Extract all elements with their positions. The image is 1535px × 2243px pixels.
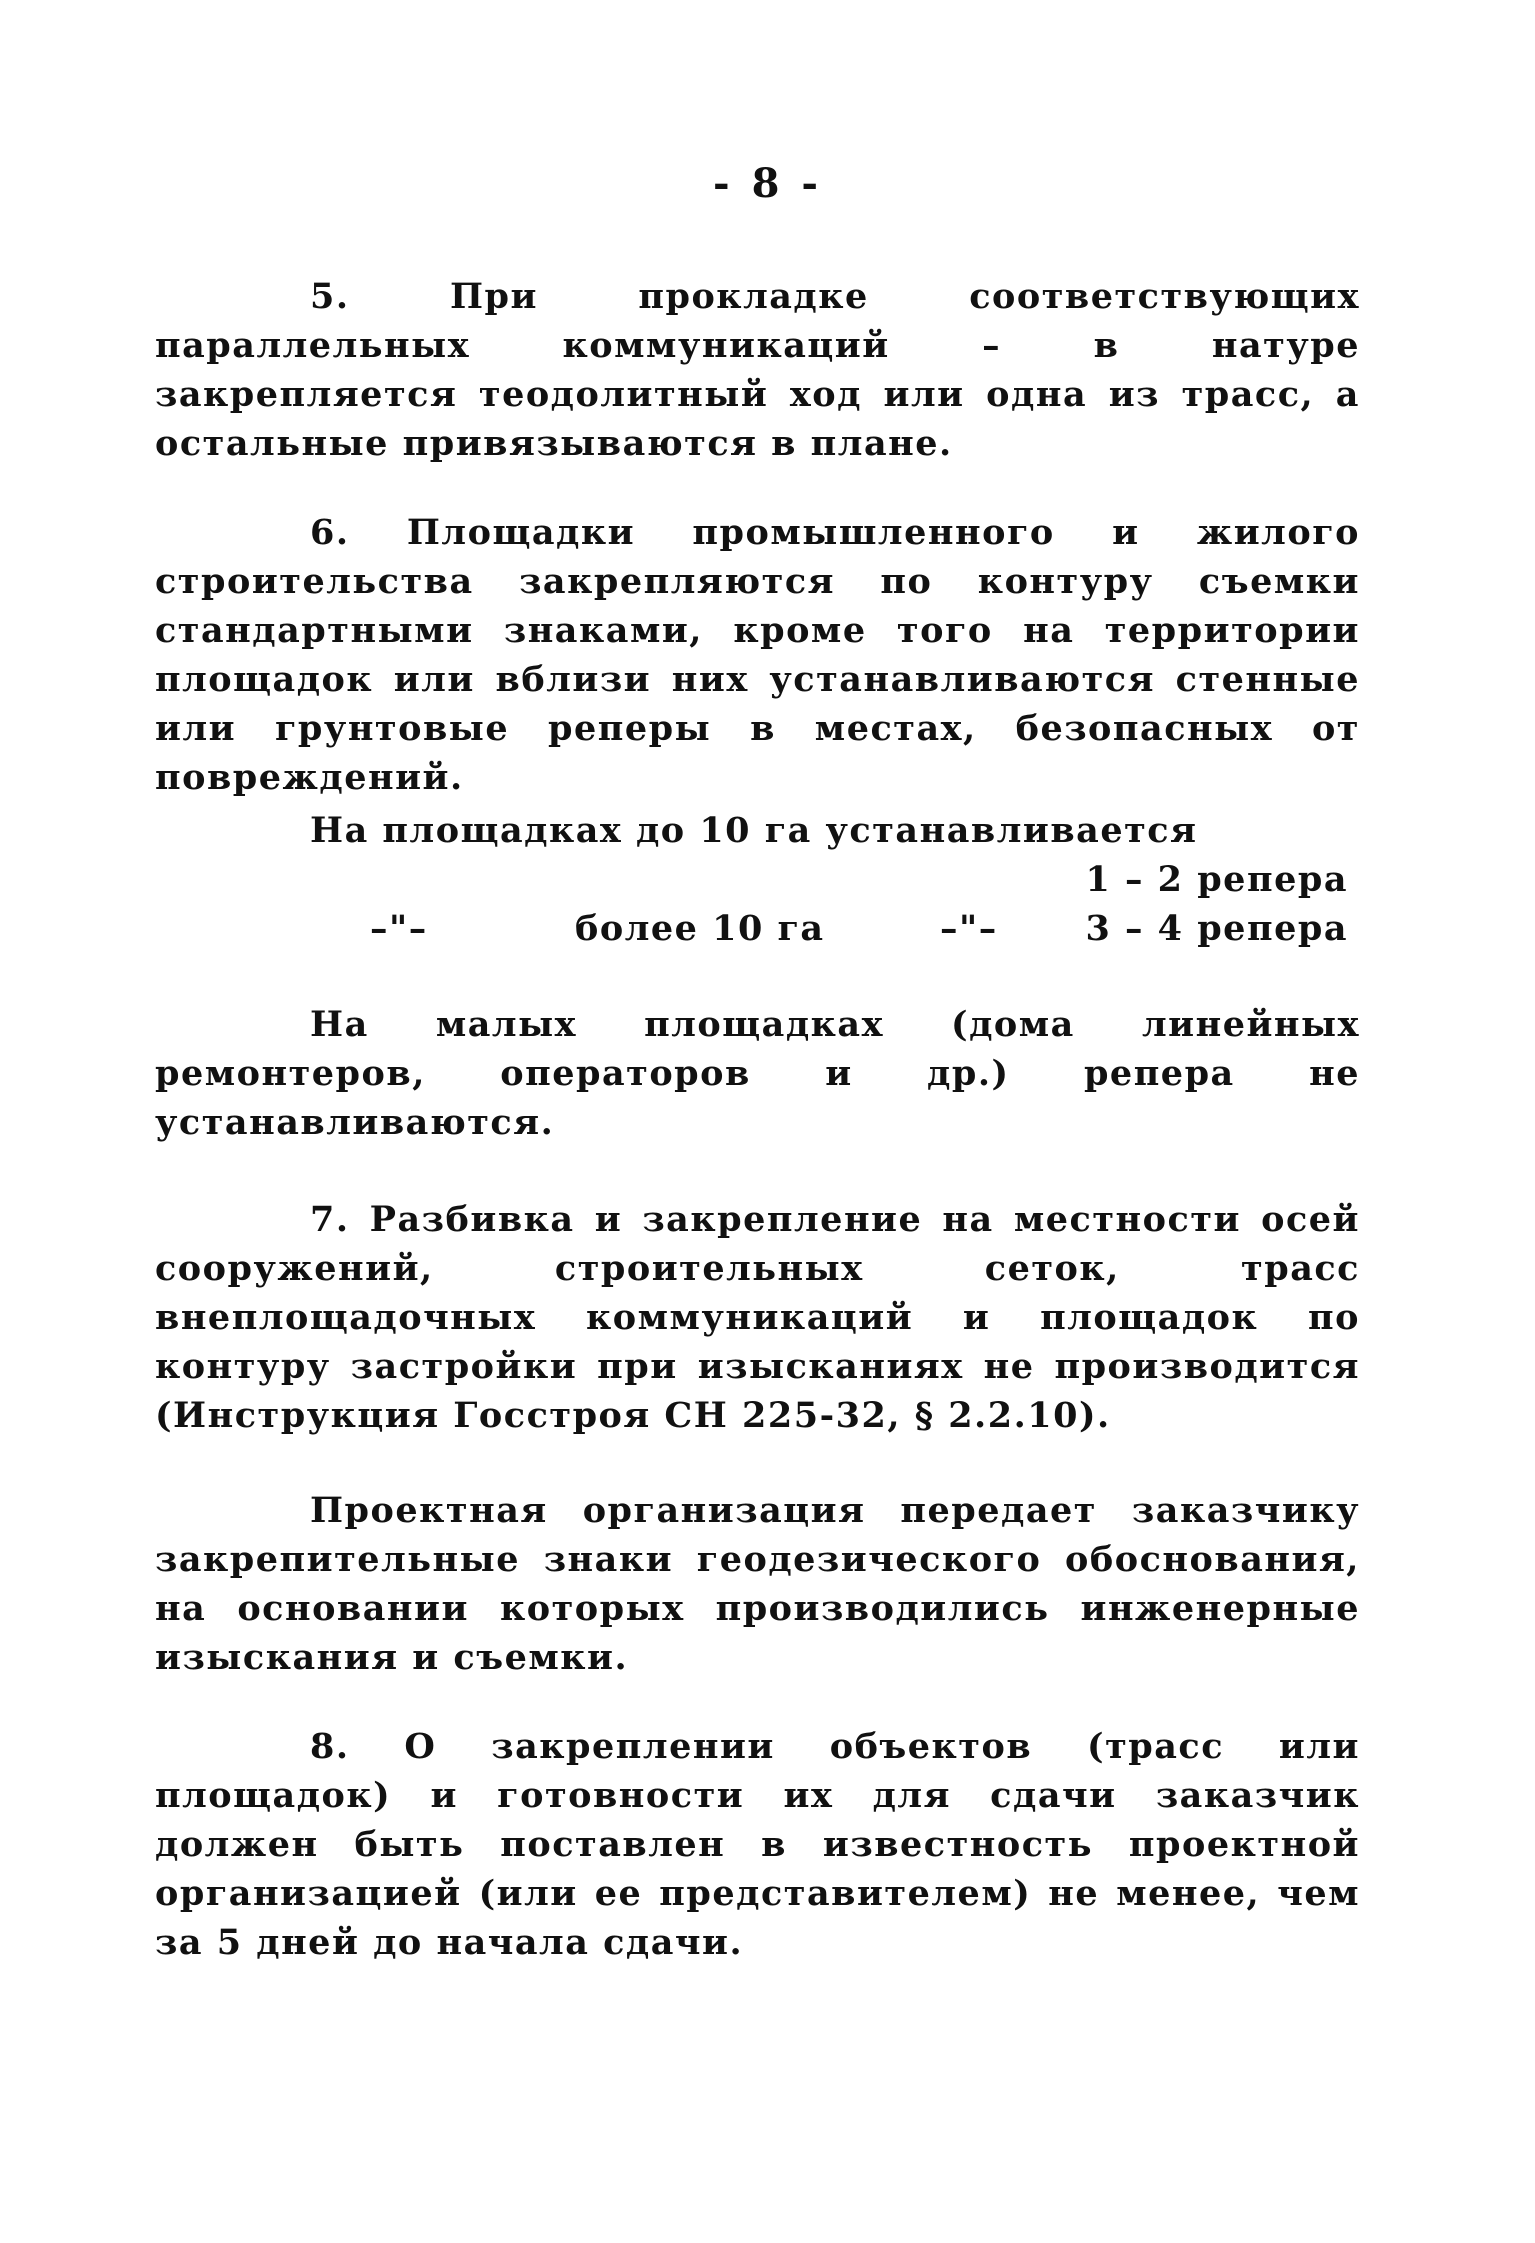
norm-line-1-count: 1 – 2 репера bbox=[1085, 859, 1348, 900]
paragraph-6-note-text: На малых площадках (дома линейных ремонтеров, операторов и др.) репера не устанавливаются. bbox=[155, 1004, 1360, 1143]
paragraph-7 bbox=[155, 1195, 1360, 1440]
norm-row-1b bbox=[155, 855, 1360, 904]
norm-ditto-1: –"– bbox=[370, 908, 428, 949]
norm-row-1 bbox=[155, 806, 1360, 855]
paragraph-7-note bbox=[155, 1486, 1360, 1682]
paragraph-6-text: 6. Площадки промышленного и жилого строительства закрепляются по контуру съемки стандартными знаками, кроме того на территории площадок или вблизи них устанавливаются стенные или грунтовые реперы в местах, безопасных от повреждений. bbox=[155, 512, 1360, 798]
norm-ditto-2: –"– bbox=[940, 908, 998, 949]
norm-row-2 bbox=[155, 904, 1360, 953]
paragraph-6-note bbox=[155, 1000, 1360, 1147]
paragraph-8 bbox=[155, 1722, 1360, 1967]
norm-line-2-area: более 10 га bbox=[575, 908, 825, 949]
paragraph-6 bbox=[155, 508, 1360, 802]
benchmark-norms bbox=[155, 806, 1360, 953]
norm-line-1: На площадках до 10 га устанавливается bbox=[310, 810, 1198, 851]
paragraph-7-text: 7. Разбивка и закрепление на местности осей сооружений, строительных сеток, трасс внеплощадочных коммуникаций и площадок по контуру застройки при изысканиях не производится (Инструкция Госстроя СН 225-32, § 2.2.10). bbox=[155, 1199, 1360, 1436]
paragraph-5-text: 5. При прокладке соответствующих параллельных коммуникаций – в натуре закрепляется теодолитный ход или одна из трасс, а остальные привязываются в плане. bbox=[155, 276, 1360, 464]
paragraph-5 bbox=[155, 272, 1360, 468]
paragraph-7-note-text: Проектная организация передает заказчику закрепительные знаки геодезического обоснования, на основании которых производились инженерные изыскания и съемки. bbox=[155, 1490, 1360, 1678]
paragraph-8-text: 8. О закреплении объектов (трасс или площадок) и готовности их для сдачи заказчик должен быть поставлен в известность проектной организацией (или ее представителем) не менее, чем за 5 дней до начала сдачи. bbox=[155, 1726, 1360, 1963]
norm-line-2-count: 3 – 4 репера bbox=[1085, 908, 1348, 949]
page-number: - 8 - bbox=[713, 160, 822, 207]
